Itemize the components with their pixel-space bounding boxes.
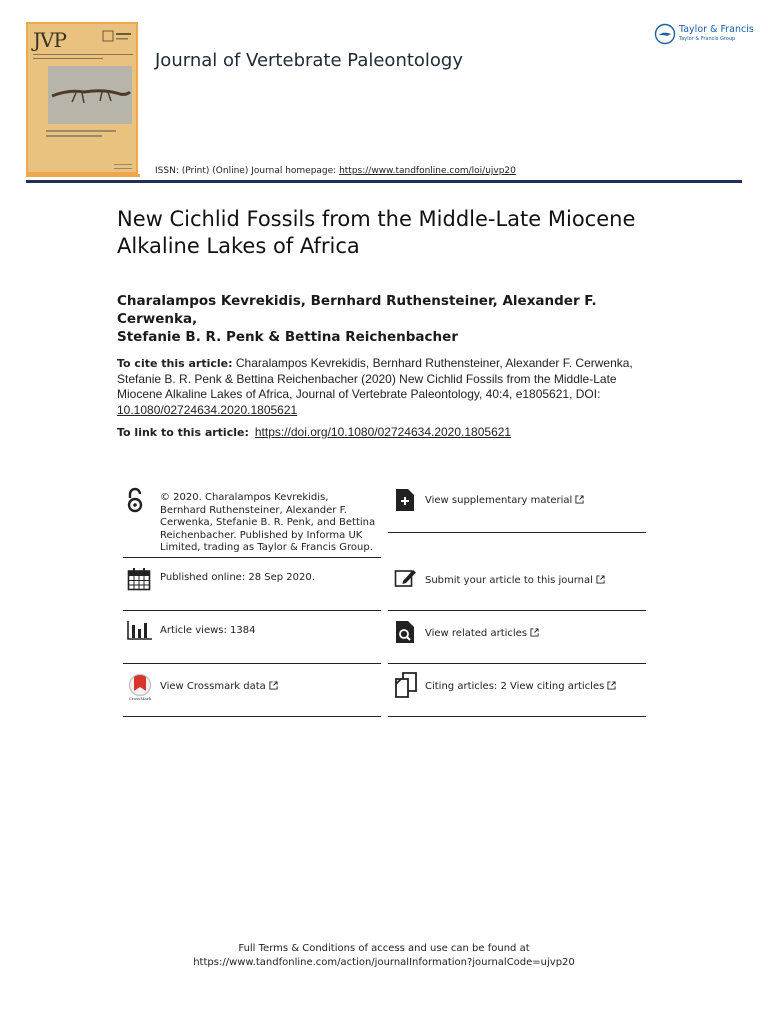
grid-divider: [388, 663, 646, 664]
issn-text: ISSN: (Print) (Online) Journal homepage:: [155, 166, 340, 176]
article-title: [117, 206, 677, 260]
footer-line: Full Terms & Conditions of access and use can be found at: [238, 943, 530, 954]
grid-divider: [388, 532, 646, 533]
related-articles-link[interactable]: [425, 628, 539, 641]
author-list: [117, 292, 677, 346]
publisher-logo[interactable]: [654, 22, 754, 48]
copyright-notice: [160, 492, 382, 555]
open-access-icon: [126, 487, 144, 513]
external-link-icon: [575, 495, 584, 504]
taylor-francis-icon: [654, 23, 676, 45]
grid-divider: [388, 716, 646, 717]
calendar-icon: [127, 567, 151, 591]
crossmark-icon: [126, 673, 154, 697]
article-title-line: New Cichlid Fossils from the Middle-Late Miocene: [117, 207, 636, 231]
cover-accent-rule: [26, 174, 140, 177]
supplementary-link[interactable]: [425, 495, 584, 508]
submit-article-link[interactable]: [425, 575, 605, 588]
external-link-icon: [530, 628, 539, 637]
issn-homepage-line: [155, 166, 516, 176]
publisher-group: Taylor & Francis Group: [679, 36, 736, 42]
cite-doi-link[interactable]: 10.1080/02724634.2020.1805621: [117, 402, 298, 417]
supplementary-label: View supplementary material: [425, 495, 573, 506]
submit-label: Submit your article to this journal: [425, 575, 593, 586]
copyright-line: © 2020. Charalampos Kevrekidis,: [160, 492, 329, 503]
cover-text-rule: [114, 168, 132, 169]
grid-divider: [123, 663, 381, 664]
footer-terms-link[interactable]: https://www.tandfonline.com/action/journalInformation?journalCode=ujvp20: [193, 957, 575, 968]
bar-chart-icon: [127, 620, 153, 640]
journal-cover-image: [26, 22, 138, 174]
journal-homepage-link[interactable]: https://www.tandfonline.com/loi/ujvp20: [339, 166, 516, 176]
journal-title: Journal of Vertebrate Paleontology: [155, 50, 464, 71]
cover-jvp-mark: JVP: [33, 28, 66, 52]
header-divider: [26, 180, 742, 183]
external-link-icon: [607, 681, 616, 690]
publisher-name: Taylor & Francis: [679, 24, 754, 35]
article-title-line: Alkaline Lakes of Africa: [117, 234, 360, 258]
cite-label: To cite this article:: [117, 357, 233, 370]
cover-seal-icon: [102, 29, 132, 49]
copyright-line: Limited, trading as Taylor & Francis Group.: [160, 542, 373, 553]
article-link-line: [117, 425, 677, 439]
fossil-reptile-icon: [48, 66, 132, 124]
related-label: View related articles: [425, 628, 528, 639]
published-date: Published online: 28 Sep 2020.: [160, 572, 315, 583]
citing-articles-link[interactable]: [425, 681, 616, 694]
citing-articles-icon[interactable]: [394, 672, 418, 698]
citing-label: Citing articles: 2 View citing articles: [425, 681, 605, 692]
grid-divider: [123, 557, 381, 558]
article-doi-link[interactable]: https://doi.org/10.1080/02724634.2020.1805621: [254, 425, 512, 439]
related-search-icon[interactable]: [395, 620, 415, 644]
cover-text-rule: [46, 135, 102, 137]
citation-block: [117, 356, 657, 418]
link-label: To link to this article:: [117, 426, 249, 439]
copyright-line: Cerwenka, Stefanie B. R. Penk, and Bettina: [160, 517, 376, 528]
grid-divider: [123, 716, 381, 717]
crossmark-link[interactable]: [160, 681, 278, 694]
crossmark-logo-text: CrossMark: [128, 696, 152, 701]
copyright-line: Bernhard Ruthensteiner, Alexander F.: [160, 504, 347, 516]
cover-text-rule: [114, 164, 132, 165]
supplementary-file-icon[interactable]: [395, 488, 415, 512]
cover-text-rule: [46, 130, 116, 132]
cover-rule: [33, 58, 103, 59]
cover-fossil-photo: [48, 66, 132, 124]
copyright-line: Reichenbacher. Published by Informa UK: [160, 529, 363, 541]
terms-footer: [0, 942, 768, 970]
grid-divider: [388, 610, 646, 611]
external-link-icon: [269, 681, 278, 690]
external-link-icon: [596, 575, 605, 584]
crossmark-logo[interactable]: [126, 673, 154, 703]
grid-divider: [123, 610, 381, 611]
cite-text: Charalampos Kevrekidis, Bernhard Ruthensteiner, Alexander F. Cerwenka, Stefanie B. R. Penk & Bettina Reichenbacher (2020) New Cichlid Fossils from the Middle-Late Miocene Alkaline Lakes of Africa, Journal of Vertebrate Paleontology, 40:4, e1805621, DOI:: [117, 356, 633, 401]
edit-icon[interactable]: [394, 567, 418, 589]
cover-rule: [33, 54, 133, 55]
author-line: Charalampos Kevrekidis, Bernhard Ruthensteiner, Alexander F. Cerwenka,: [117, 293, 597, 327]
author-line: Stefanie B. R. Penk & Bettina Reichenbacher: [117, 329, 458, 345]
article-views: Article views: 1384: [160, 625, 256, 636]
crossmark-label: View Crossmark data: [160, 681, 266, 692]
